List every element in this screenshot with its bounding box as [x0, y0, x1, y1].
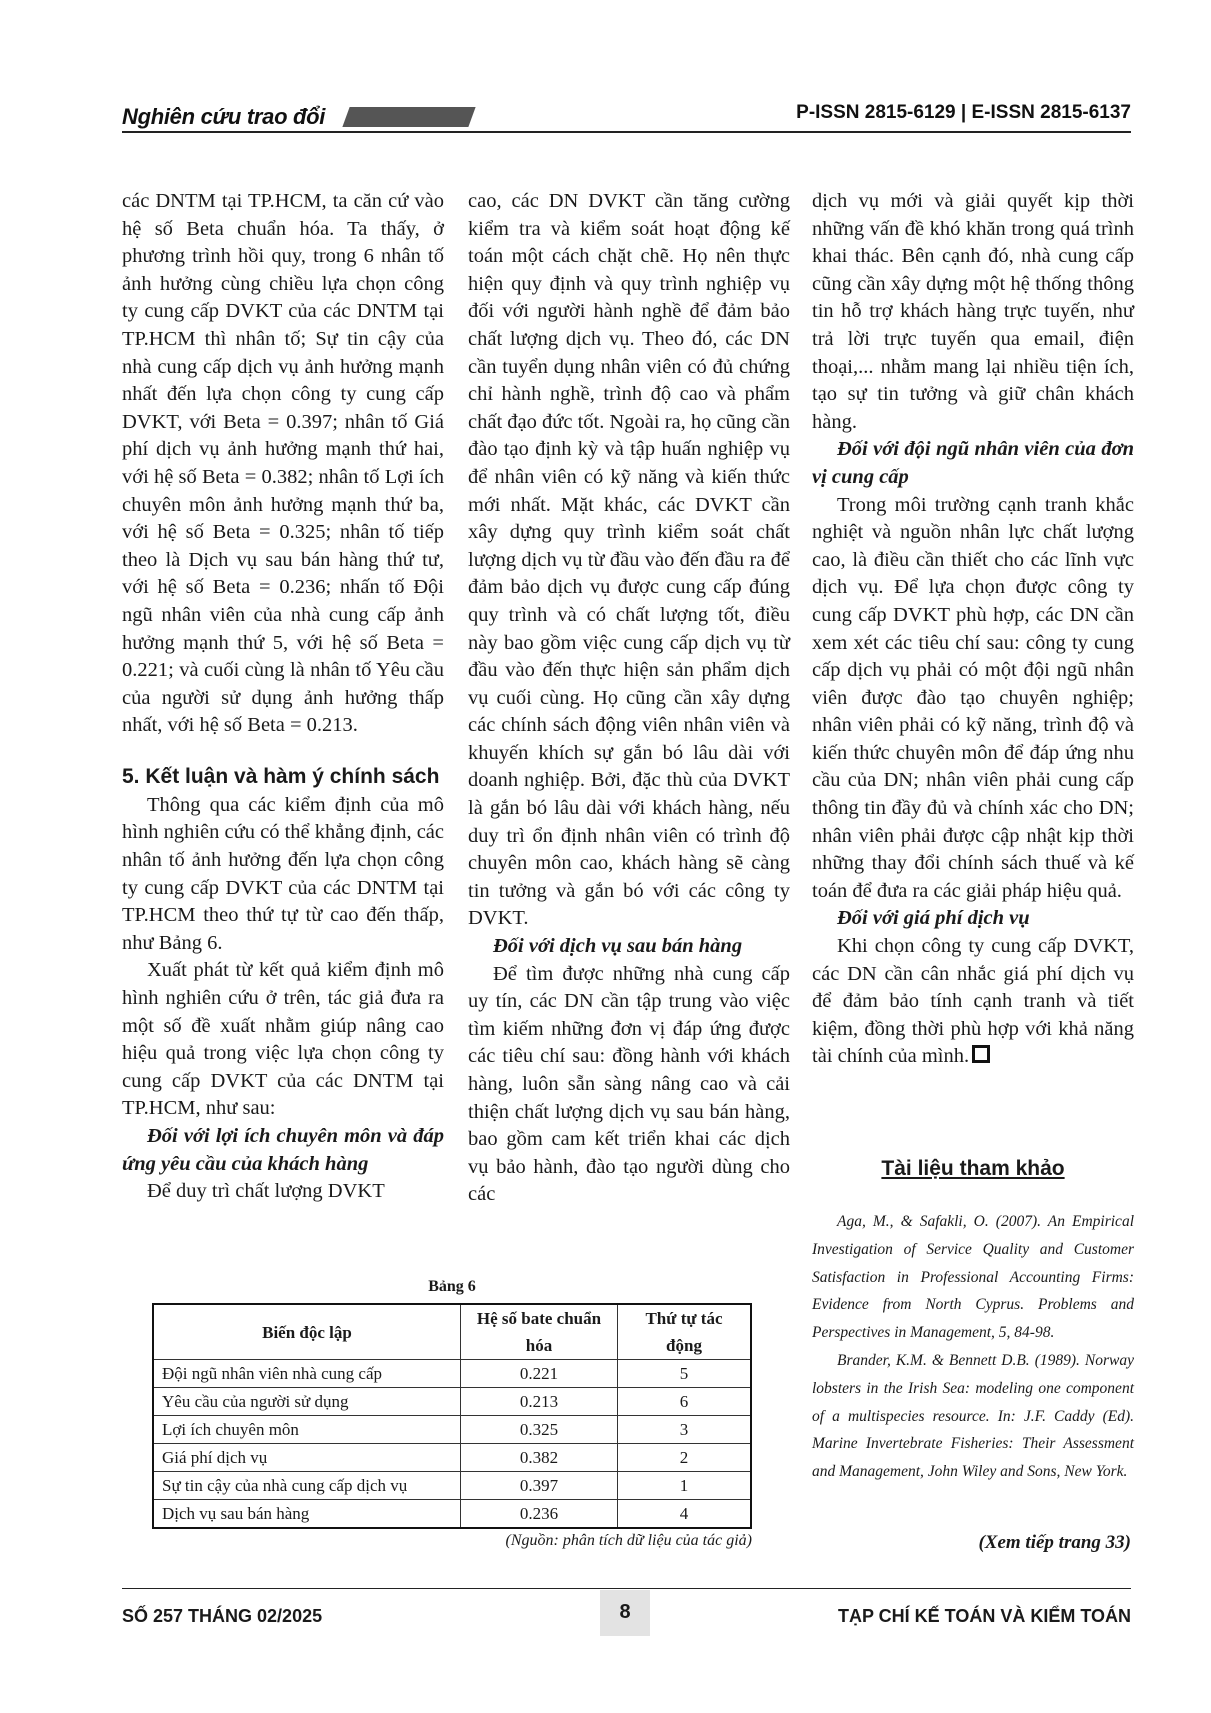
reference-item: Aga, M., & Safakli, O. (2007). An Empirical Investigation of Service Quality and Customer Satisfaction in Professional Accounting Firms: Evidence from North Cyprus. Problems and Perspectives in Management, 5, 84-98. [812, 1213, 1134, 1342]
table-cell: Yêu cầu của người sử dụng [153, 1388, 461, 1416]
text-column-2 [468, 188, 790, 1209]
subheading: Đối với dịch vụ sau bán hàng [493, 935, 743, 958]
table-cell: Dịch vụ sau bán hàng [153, 1500, 461, 1529]
table-cell: 4 [618, 1500, 752, 1529]
table-cell: 1 [618, 1472, 752, 1500]
continued-note: (Xem tiếp trang 33) [978, 1532, 1131, 1553]
paragraph: dịch vụ mới và giải quyết kịp thời những vấn đề khó khăn trong quá trình khai thác. Bên cạnh đó, nhà cung cấp cũng cần xây dựng một hệ thống thông tin hỗ trợ khách hàng trực tuyến, như trả lời trực tuyến qua email, điện thoại,... nhằm mang lại nhiều tiện ích, tạo sự tin tưởng và giữ chân khách hàng. [812, 190, 1134, 433]
subheading: Đối với giá phí dịch vụ [837, 907, 1030, 930]
issue-label: SỐ 257 THÁNG 02/2025 [122, 1606, 323, 1626]
header-divider [122, 131, 1131, 133]
table-row [153, 1388, 751, 1416]
page-number: 8 [619, 1601, 631, 1623]
text-column-1 [122, 188, 444, 1206]
table-cell: 0.213 [461, 1388, 618, 1416]
table-source-note: (Nguồn: phân tích dữ liệu của tác giả) [505, 1532, 752, 1549]
reference-item: Brander, K.M. & Bennett D.B. (1989). Norway lobsters in the Irish Sea: modeling one component of a multispecies resource. In: J.F. Caddy (Ed). Marine Invertebrate Fisheries: Their Assessment and Management, John Wiley and Sons, New York. [812, 1351, 1134, 1481]
table-cell: 6 [618, 1388, 752, 1416]
paragraph: Để duy trì chất lượng DVKT [147, 1180, 385, 1203]
table-cell: 0.397 [461, 1472, 618, 1500]
table-cell: 0.325 [461, 1416, 618, 1444]
table-caption: Bảng 6 [428, 1278, 476, 1295]
table-cell: Đội ngũ nhân viên nhà cung cấp [153, 1360, 461, 1388]
table-cell: Sự tin cậy của nhà cung cấp dịch vụ [153, 1472, 461, 1500]
table-cell: 0.236 [461, 1500, 618, 1529]
table-row [153, 1444, 751, 1472]
paragraph [812, 933, 1134, 1071]
text-column-3 [812, 188, 1134, 1071]
references-list [812, 1208, 1134, 1486]
table-cell: 2 [618, 1444, 752, 1472]
paragraph: Trong môi trường cạnh tranh khắc nghiệt và nguồn nhân lực chất lượng cao, là điều cần thiết cho các lĩnh vực dịch vụ. Để lựa chọn được công ty cung cấp DVKT phù hợp, các DN cần xem xét các tiêu chí sau: công ty cung cấp dịch vụ phải có một đội ngũ nhân viên được đào tạo chuyên nghiệp; nhân viên phải có kỹ năng, trình độ và kiến thức chuyên môn để đáp ứng nhu cầu của DN; nhân viên phải cung cấp thông tin đầy đủ và chính xác cho DN; nhân viên phải được cập nhật kịp thời những thay đổi chính sách thuế và kế toán để đưa ra các giải pháp hiệu quả. [812, 493, 1134, 902]
table-cell: Giá phí dịch vụ [153, 1444, 461, 1472]
references-title: Tài liệu tham khảo [881, 1157, 1065, 1180]
section-title: Nghiên cứu trao đổi [122, 104, 326, 129]
table-cell: 0.382 [461, 1444, 618, 1472]
table-row [153, 1416, 751, 1444]
subheading: Đối với đội ngũ nhân viên của đơn vị cung cấp [812, 438, 1134, 488]
table-row [153, 1472, 751, 1500]
section-heading: 5. Kết luận và hàm ý chính sách [122, 764, 440, 788]
header-decorative-bar [342, 107, 475, 127]
table-cell: Lợi ích chuyên môn [153, 1416, 461, 1444]
paragraph: cao, các DN DVKT cần tăng cường kiểm tra và kiểm soát hoạt động kế toán một cách chặt chẽ. Họ nên thực hiện quy định và quy trình nghiệp vụ đối với người hành nghề để đảm bảo chất lượng dịch vụ. Theo đó, các DN cần tuyển dụng nhân viên có đủ chứng chỉ hành nghề, trình độ cao và phẩm chất đạo đức tốt. Ngoài ra, họ cũng cần đào tạo định kỳ và tập huấn nghiệp vụ để nhân viên có kỹ năng và kiến thức mới nhất. Mặt khác, các DVKT cần xây dựng quy trình kiểm soát chất lượng dịch vụ từ đầu vào đến đầu ra để đảm bảo dịch vụ được cung cấp đúng quy trình và có chất lượng tốt, điều này bao gồm việc cung cấp dịch vụ từ đầu vào đến thực hiện sản phẩm dịch vụ cuối cùng. Họ cũng cần xây dựng các chính sách động viên nhân viên và khuyến khích sự gắn bó lâu dài với doanh nghiệp. Bởi, đặc thù của DVKT là gắn bó lâu dài với khách hàng, nếu duy trì ổn định nhân viên có trình độ chuyên môn cao, khách hàng sẽ càng tin tưởng và gắn bó với các công ty DVKT. [468, 190, 790, 930]
table-row [153, 1360, 751, 1388]
paragraph: Thông qua các kiểm định của mô hình nghiên cứu có thể khẳng định, các nhân tố ảnh hưởng đến lựa chọn công ty cung cấp DVKT của các DNTM tại TP.HCM theo thứ tự từ cao đến thấp, như Bảng 6. [122, 793, 444, 954]
column-header: Biến độc lập [153, 1304, 461, 1360]
table-cell: 5 [618, 1360, 752, 1388]
paragraph-text: Khi chọn công ty cung cấp DVKT, các DN cần cân nhắc giá phí dịch vụ để đảm bảo tính cạnh tranh và tiết kiệm, đồng thời phù hợp với khả năng tài chính của mình. [812, 935, 1134, 1068]
table-header-row [153, 1304, 751, 1360]
table-cell: 3 [618, 1416, 752, 1444]
column-header: Thứ tự tác động [618, 1304, 752, 1360]
paragraph: các DNTM tại TP.HCM, ta căn cứ vào hệ số Beta chuẩn hóa. Ta thấy, ở phương trình hồi quy, trong 6 nhân tố ảnh hưởng cùng chiều lựa chọn công ty cung cấp DVKT của các DNTM tại TP.HCM thì nhân tố; Sự tin cậy của nhà cung cấp dịch vụ ảnh hưởng mạnh nhất đến lựa chọn công ty cung cấp DVKT, với Beta = 0.397; nhân tố Giá phí dịch vụ ảnh hưởng mạnh thứ hai, với hệ số Beta = 0.382; nhân tố Lợi ích chuyên môn ảnh hưởng mạnh thứ ba, với hệ số Beta = 0.325; nhân tố tiếp theo là Dịch vụ sau bán hàng thứ tư, với hệ số Beta = 0.236; nhấn tố Đội ngũ nhân viên của nhà cung cấp ảnh hưởng mạnh thứ 5, với hệ số Beta = 0.221; và cuối cùng là nhân tố Yêu cầu của người sử dụng ảnh hưởng thấp nhất, với hệ số Beta = 0.213. [122, 190, 444, 737]
table-cell: 0.221 [461, 1360, 618, 1388]
results-table [152, 1303, 752, 1529]
paragraph: Để tìm được những nhà cung cấp uy tín, các DN cần tập trung vào việc tìm kiếm những đơn vị đáp ứng được các tiêu chí sau: đồng hành với khách hàng, luôn sẵn sàng nâng cao và cải thiện chất lượng dịch vụ sau bán hàng, bao gồm cam kết triển khai các dịch vụ bảo hành, đào tạo người dùng cho các [468, 962, 790, 1206]
end-of-article-icon [972, 1045, 990, 1063]
issn-label: P-ISSN 2815-6129 | E-ISSN 2815-6137 [796, 102, 1131, 123]
table-row [153, 1500, 751, 1529]
paragraph: Xuất phát từ kết quả kiểm định mô hình nghiên cứu ở trên, tác giả đưa ra một số đề xuất nhằm giúp nâng cao hiệu quả trong việc lựa chọn công ty cung cấp DVKT của các DNTM tại TP.HCM, như sau: [122, 959, 444, 1120]
subheading: Đối với lợi ích chuyên môn và đáp ứng yêu cầu của khách hàng [122, 1125, 444, 1175]
footer-divider [122, 1588, 1131, 1589]
column-header: Hệ số bate chuẩn hóa [461, 1304, 618, 1360]
journal-name: TẠP CHÍ KẾ TOÁN VÀ KIỂM TOÁN [837, 1606, 1131, 1626]
